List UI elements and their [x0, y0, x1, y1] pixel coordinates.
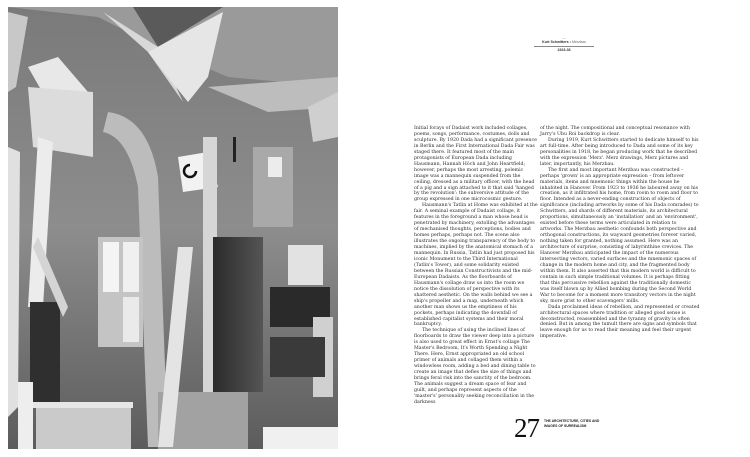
paragraph: During 1919, Kurt Schwitters started to dedicate himself to his art full-time. After being introduced to Dada and some of its key personalities in 1918, he began producing work that he described with the expression 'Merz'. Merz drawings, Merz pictures and later, importantly, his Merzbau.: [540, 137, 699, 167]
merzbau-photograph: [8, 7, 338, 449]
section-title: THE ARCHITECTURE, CITIES AND IMAGES OF SURREALISM: [544, 419, 600, 428]
paragraph: The technique of using the inclined lines of floorboards to draw the viewer deep into a picture is also used to great effect in Ernst's collage The Master's Bedroom, It's Worth Spending a Night There. Here, Ernst appropriated an old school primer of animals and collaged them within a windowless room, adding a bed and dining table to create an image that defies the size of things and brings feral risk into the sanctity of the bedroom. The animals suggest a dream space of fear and guilt, and perhaps represent aspects of the 'master's' personality seeking reconciliation in the darkness: [414, 328, 536, 405]
paragraph: Initial forays of Dadaist work included collages, poems, songs, performance, costumes, dolls and sculpture. By 1920 Dada had a significant presence in Berlin and the First International Dada Fair was staged there. It featured most of the main protagonists of European Dada including Hausmann, Hannah Höch and John Heartfield; however, perhaps the most arresting, polemic image was a mannequin suspended from the ceiling, dressed as a military officer, with the head of a pig and a sign attached to it that said 'hanged by the revolution': the subversive attitude of the group expressed in one microcosmic gesture.: [414, 126, 537, 203]
paragraph: The first and most important Merzbau was constructed – perhaps 'grown' is an appropriate expression – from leftover materials, items and mnemonic things within the house he inhabited in Hanover. From 1923 to 1936 he laboured away on his creation, as it infiltrated his home, from room to room and floor to floor. Intended as a never-ending construction of objects of significance (including artworks by some of his Dada comrades) to Schwitters, and shards of different materials, its architectural proportions, simultaneously an 'installation' and an 'environment', existed before these terms were articulated in relation to artworks. The Merzbau aesthetic confounds both perspective and orthogonal constructions, its wayward geometries forever varied, nothing taken for granted, nothing assumed. Here was an architecture of surprise, consisting of labyrinthine crevices. The Hanover Merzbau anticipated the impact of the numerous intersecting vectors, varied surfaces and the mnemonic spaces of change in the modern home and city, and the fragmented body within them. It also asserted that this modern world is difficult to contain in such simple traditional volumes. It is perhaps fitting that this percussive rebellion against the traditionally domestic was itself blown up by Allied bombing during the Second World War to become for a moment more transitory vectors in the night sky, more grist to other scavengers' mills.: [540, 167, 699, 304]
running-head-marker: —: [562, 36, 566, 40]
bullet-separator: •: [569, 40, 571, 44]
artist-name: Kurt Schwitters: [542, 40, 569, 44]
paragraph: of the night. The compositional and conceptual resonance with Jarry's Ubu Roi backdrop is clear.: [540, 126, 690, 137]
page-footer: [514, 415, 604, 441]
body-text-left-column: [414, 126, 538, 406]
paragraph: Hausmann's Tatlin at Home was exhibited at the fair. A seminal example of Dadaist collage, it features in the foreground a man whose head is penetrated by machinery, extolling the advantages of mechanised thoughts, perceptions, bodies and homes perhaps, perhaps not. The scene also illustrates the ongoing transparency of the body to machines, implied by the anatomical stomach of a mannequin. In Russia, Tatlin had just proposed his iconic Monument to the Third International (Tatlin's Tower), and some solidarity existed between the Russian Constructivists and the mid-European Dadaists. As the floorboards of Hausmann's collage draw us into the room we notice the dissolution of perspective with its shattered aesthetic. On the walls behind we see a ship's propeller and a map, underneath which another man shows us the emptiness of his pockets, perhaps indicating the downfall of established capitalist systems and their moral bankruptcy.: [414, 203, 538, 328]
work-title: Merzbau: [571, 40, 586, 44]
running-head-title: [534, 40, 594, 47]
photograph-icon: [8, 7, 338, 449]
body-text-right-column: [540, 126, 700, 340]
running-head: [534, 36, 594, 53]
paragraph: Dada proclaimed ideas of rebellion, and represented or created architectural spaces where tradition or alleged good sense is deconstructed, reassembled and the tyranny of gravity is often denied. But in among the tumult there are signs and symbols that leave enough for us to read their meaning and feel their urgent imperative.: [540, 304, 700, 340]
work-date: 1923-36: [557, 48, 571, 52]
page-number: 27: [514, 413, 539, 443]
